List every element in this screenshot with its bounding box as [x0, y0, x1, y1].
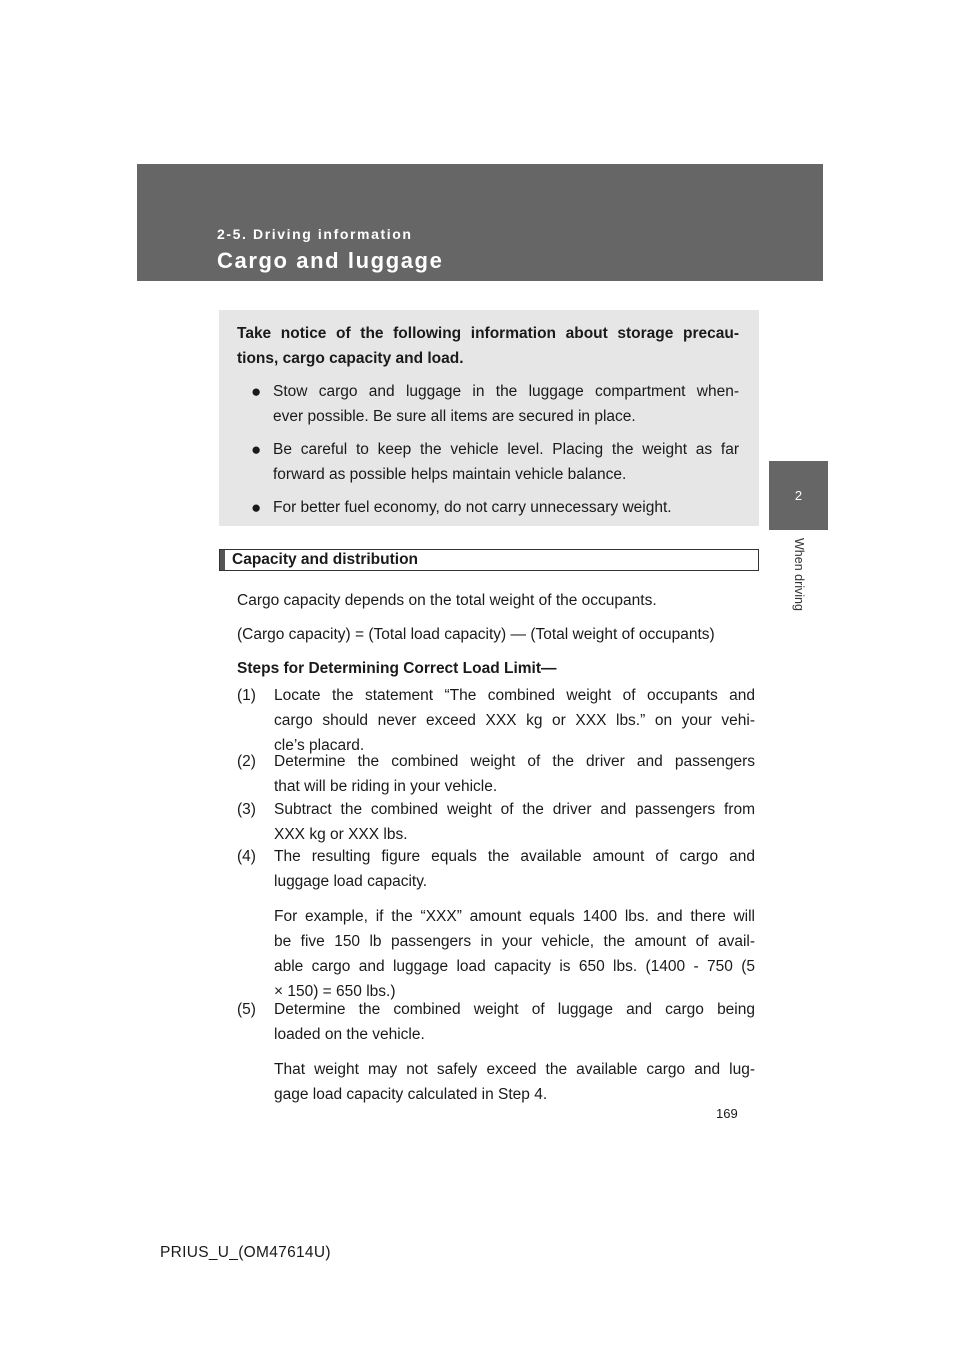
- step-number: (3): [237, 801, 256, 818]
- notice-bullet-item: ● Stow cargo and luggage in the luggage compartment when- ever possible. Be sure all items are secured in place.: [237, 379, 739, 429]
- section-heading: Capacity and distribution: [219, 549, 759, 571]
- notice-intro: Take notice of the following information about storage precau- tions, cargo capacity and load.: [237, 325, 739, 367]
- bullet-icon: ●: [251, 440, 262, 459]
- notice-list: [237, 379, 739, 520]
- notice-bullet-item: ● For better fuel economy, do not carry unnecessary weight.: [237, 495, 739, 520]
- section-label: 2-5. Driving information: [217, 226, 413, 242]
- step-item: (5) Determine the combined weight of luggage and cargo being loaded on the vehicle.: [237, 997, 755, 1047]
- bullet-icon: ●: [251, 382, 262, 401]
- step-example: For example, if the “XXX” amount equals 1400 lbs. and there will be five 150 lb passengers in your vehicle, the amount of avail- able cargo and luggage load capacity is 650 lbs. (1400 - 750 (5 × 150) = 650 lbs.): [274, 908, 755, 1000]
- chapter-header: [137, 164, 823, 281]
- notice-box: [219, 310, 759, 526]
- step-item: (4) The resulting figure equals the available amount of cargo and luggage load capacity.: [237, 844, 755, 894]
- document-code: PRIUS_U_(OM47614U): [160, 1244, 331, 1261]
- step-number: (2): [237, 753, 256, 770]
- chapter-tab-label: When driving: [792, 538, 806, 611]
- step-note: That weight may not safely exceed the available cargo and lug- gage load capacity calculated in Step 4.: [274, 1061, 755, 1103]
- step-number: (1): [237, 687, 256, 704]
- bullet-icon: ●: [251, 498, 262, 517]
- page-title: Cargo and luggage: [217, 248, 444, 273]
- notice-bullet-item: ● Be careful to keep the vehicle level. Placing the weight as far forward as possible helps maintain vehicle balance.: [237, 437, 739, 487]
- step-item: (1) Locate the statement “The combined weight of occupants and cargo should never exceed XXX kg or XXX lbs.” on your vehi- cle’s placard.: [237, 683, 755, 758]
- paragraph-capacity: Cargo capacity depends on the total weight of the occupants.: [237, 592, 657, 609]
- page-number: 169: [716, 1106, 738, 1121]
- paragraph-formula: (Cargo capacity) = (Total load capacity) — (Total weight of occupants): [237, 626, 715, 643]
- step-item: (2) Determine the combined weight of the driver and passengers that will be riding in your vehicle.: [237, 749, 755, 799]
- step-item: (3) Subtract the combined weight of the driver and passengers from XXX kg or XXX lbs.: [237, 797, 755, 847]
- steps-heading: Steps for Determining Correct Load Limit—: [237, 660, 557, 677]
- step-number: (4): [237, 848, 256, 865]
- step-number: (5): [237, 1001, 256, 1018]
- chapter-tab-number: 2: [769, 461, 828, 530]
